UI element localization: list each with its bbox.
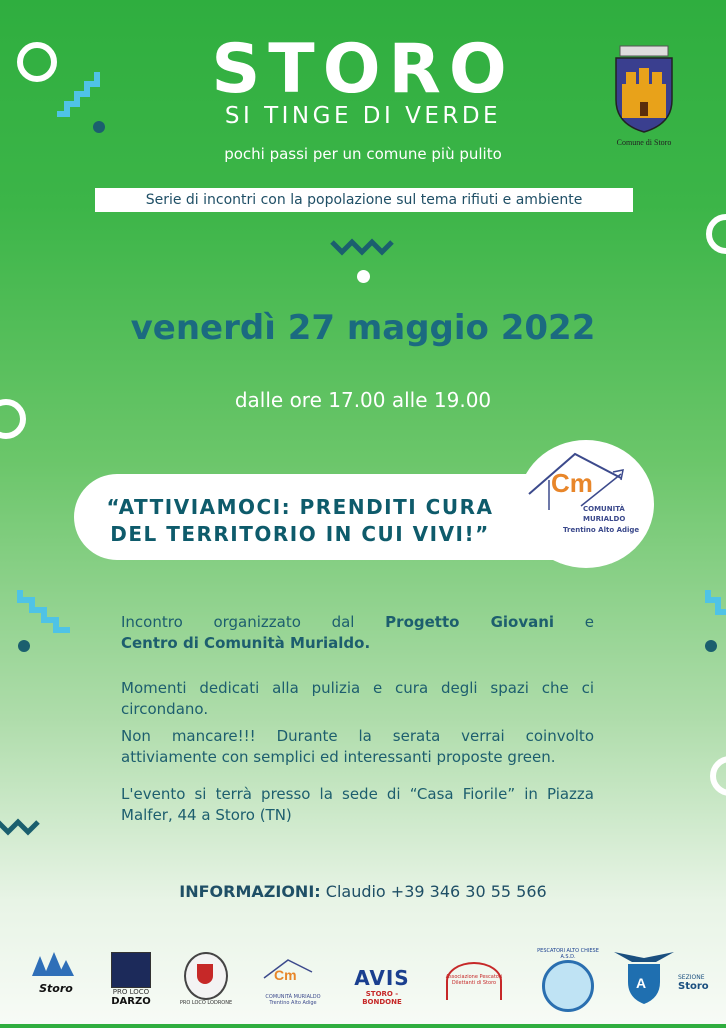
body-p1-d: Centro di Comunità Murialdo. bbox=[121, 634, 371, 652]
cm-initials: Cm bbox=[551, 468, 593, 498]
quote-line-1: “ATTIVIAMOCI: PRENDITI CURA bbox=[106, 495, 494, 519]
cm-small-icon bbox=[262, 956, 324, 990]
decor-dot-white-center bbox=[357, 270, 370, 283]
body-paragraph-4: L'evento si terrà presso la sede di “Casa Fiorile” in Piazza Malfer, 44 a Storo (TN) bbox=[121, 785, 594, 824]
event-time: dalle ore 17.00 alle 19.00 bbox=[234, 388, 492, 412]
body-paragraph-3: Non mancare!!! Durante la serata verrai coinvolto attiviamente con semplici ed interessanti proposte green. bbox=[121, 727, 594, 766]
pescatori-alto-caption: PESCATORI ALTO CHIESE A.S.D. bbox=[537, 948, 599, 960]
logo-avis bbox=[350, 966, 414, 1028]
cm-line-3: Trentino Alto Adige bbox=[563, 526, 640, 534]
quote-text bbox=[100, 494, 500, 548]
body-p1-c: e bbox=[584, 613, 594, 631]
sat-storo: Storo bbox=[678, 981, 709, 992]
decor-steps-right-lower bbox=[700, 588, 726, 628]
logo-pescatori-storo bbox=[444, 962, 504, 1024]
pescatori-caption: Associazione Pescatori Dilettanti di Storo bbox=[445, 974, 503, 986]
castle-crest-icon bbox=[608, 44, 680, 134]
sat-eagle-icon bbox=[612, 948, 676, 1008]
body-paragraph-2: Momenti dedicati alla pulizia e cura degli spazi che ci circondano. bbox=[121, 679, 594, 718]
fish-badge-icon bbox=[542, 960, 594, 1012]
svg-text:A: A bbox=[636, 975, 647, 991]
darzo-emblem-icon bbox=[111, 952, 151, 988]
sat-sezione: SEZIONE bbox=[678, 974, 705, 981]
mountains-icon bbox=[28, 948, 84, 978]
lodrone-caption: PRO LOCO LODRONE bbox=[179, 1000, 233, 1006]
cm-logo bbox=[525, 448, 649, 548]
page-subtitle: SI TINGE DI VERDE bbox=[224, 103, 502, 129]
svg-text:Cm: Cm bbox=[274, 967, 297, 983]
info-line bbox=[0, 882, 726, 901]
series-banner: Serie di incontri con la popolazione sul tema rifiuti e ambiente bbox=[95, 188, 633, 212]
decor-dot-left-lower bbox=[18, 640, 30, 652]
body-paragraph-1 bbox=[121, 612, 594, 654]
logo-storo-text: Storo bbox=[39, 982, 73, 995]
lodrone-emblem-icon bbox=[184, 952, 228, 1000]
comune-crest bbox=[608, 44, 680, 148]
page-title: STORO bbox=[211, 30, 515, 109]
body-p1-a: Incontro organizzato dal bbox=[121, 613, 355, 631]
tagline: pochi passi per un comune più pulito bbox=[224, 145, 502, 163]
body-p1-b: Progetto Giovani bbox=[385, 613, 555, 631]
logo-pescatori-alto-chiese bbox=[536, 948, 600, 1010]
logo-pro-loco-lodrone bbox=[178, 952, 234, 1014]
crest-caption: Comune di Storo bbox=[616, 138, 672, 147]
cm-small-caption: COMUNITÀ MURIALDO Trentino Alto Adige bbox=[265, 994, 321, 1006]
darzo-line-1: PRO LOCO bbox=[112, 988, 150, 996]
event-date: venerdì 27 maggio 2022 bbox=[130, 308, 596, 348]
info-label: INFORMAZIONI: bbox=[179, 882, 321, 901]
darzo-line-2: DARZO bbox=[111, 996, 151, 1007]
decor-circle-right-2 bbox=[710, 756, 726, 796]
logo-sat-storo bbox=[612, 948, 709, 1010]
decor-steps-left-lower bbox=[16, 588, 72, 636]
decor-circle-right-1 bbox=[706, 214, 726, 254]
avis-text: AVIS bbox=[354, 966, 410, 990]
logo-storo bbox=[28, 948, 84, 1010]
avis-sub: STORO - BONDONE bbox=[362, 990, 402, 1006]
cm-line-2: MURIALDO bbox=[583, 515, 626, 523]
logo-pro-loco-darzo bbox=[110, 952, 152, 1014]
decor-dot-right-lower bbox=[705, 640, 717, 652]
quote-line-2: DEL TERRITORIO IN CUI VIVI!” bbox=[110, 522, 490, 546]
decor-zigzag-center bbox=[330, 238, 398, 256]
info-value: Claudio +39 346 30 55 566 bbox=[325, 882, 547, 901]
cm-line-1: COMUNITÀ bbox=[583, 505, 625, 513]
logo-cm-small bbox=[262, 956, 324, 1018]
decor-zigzag-left bbox=[0, 818, 40, 836]
